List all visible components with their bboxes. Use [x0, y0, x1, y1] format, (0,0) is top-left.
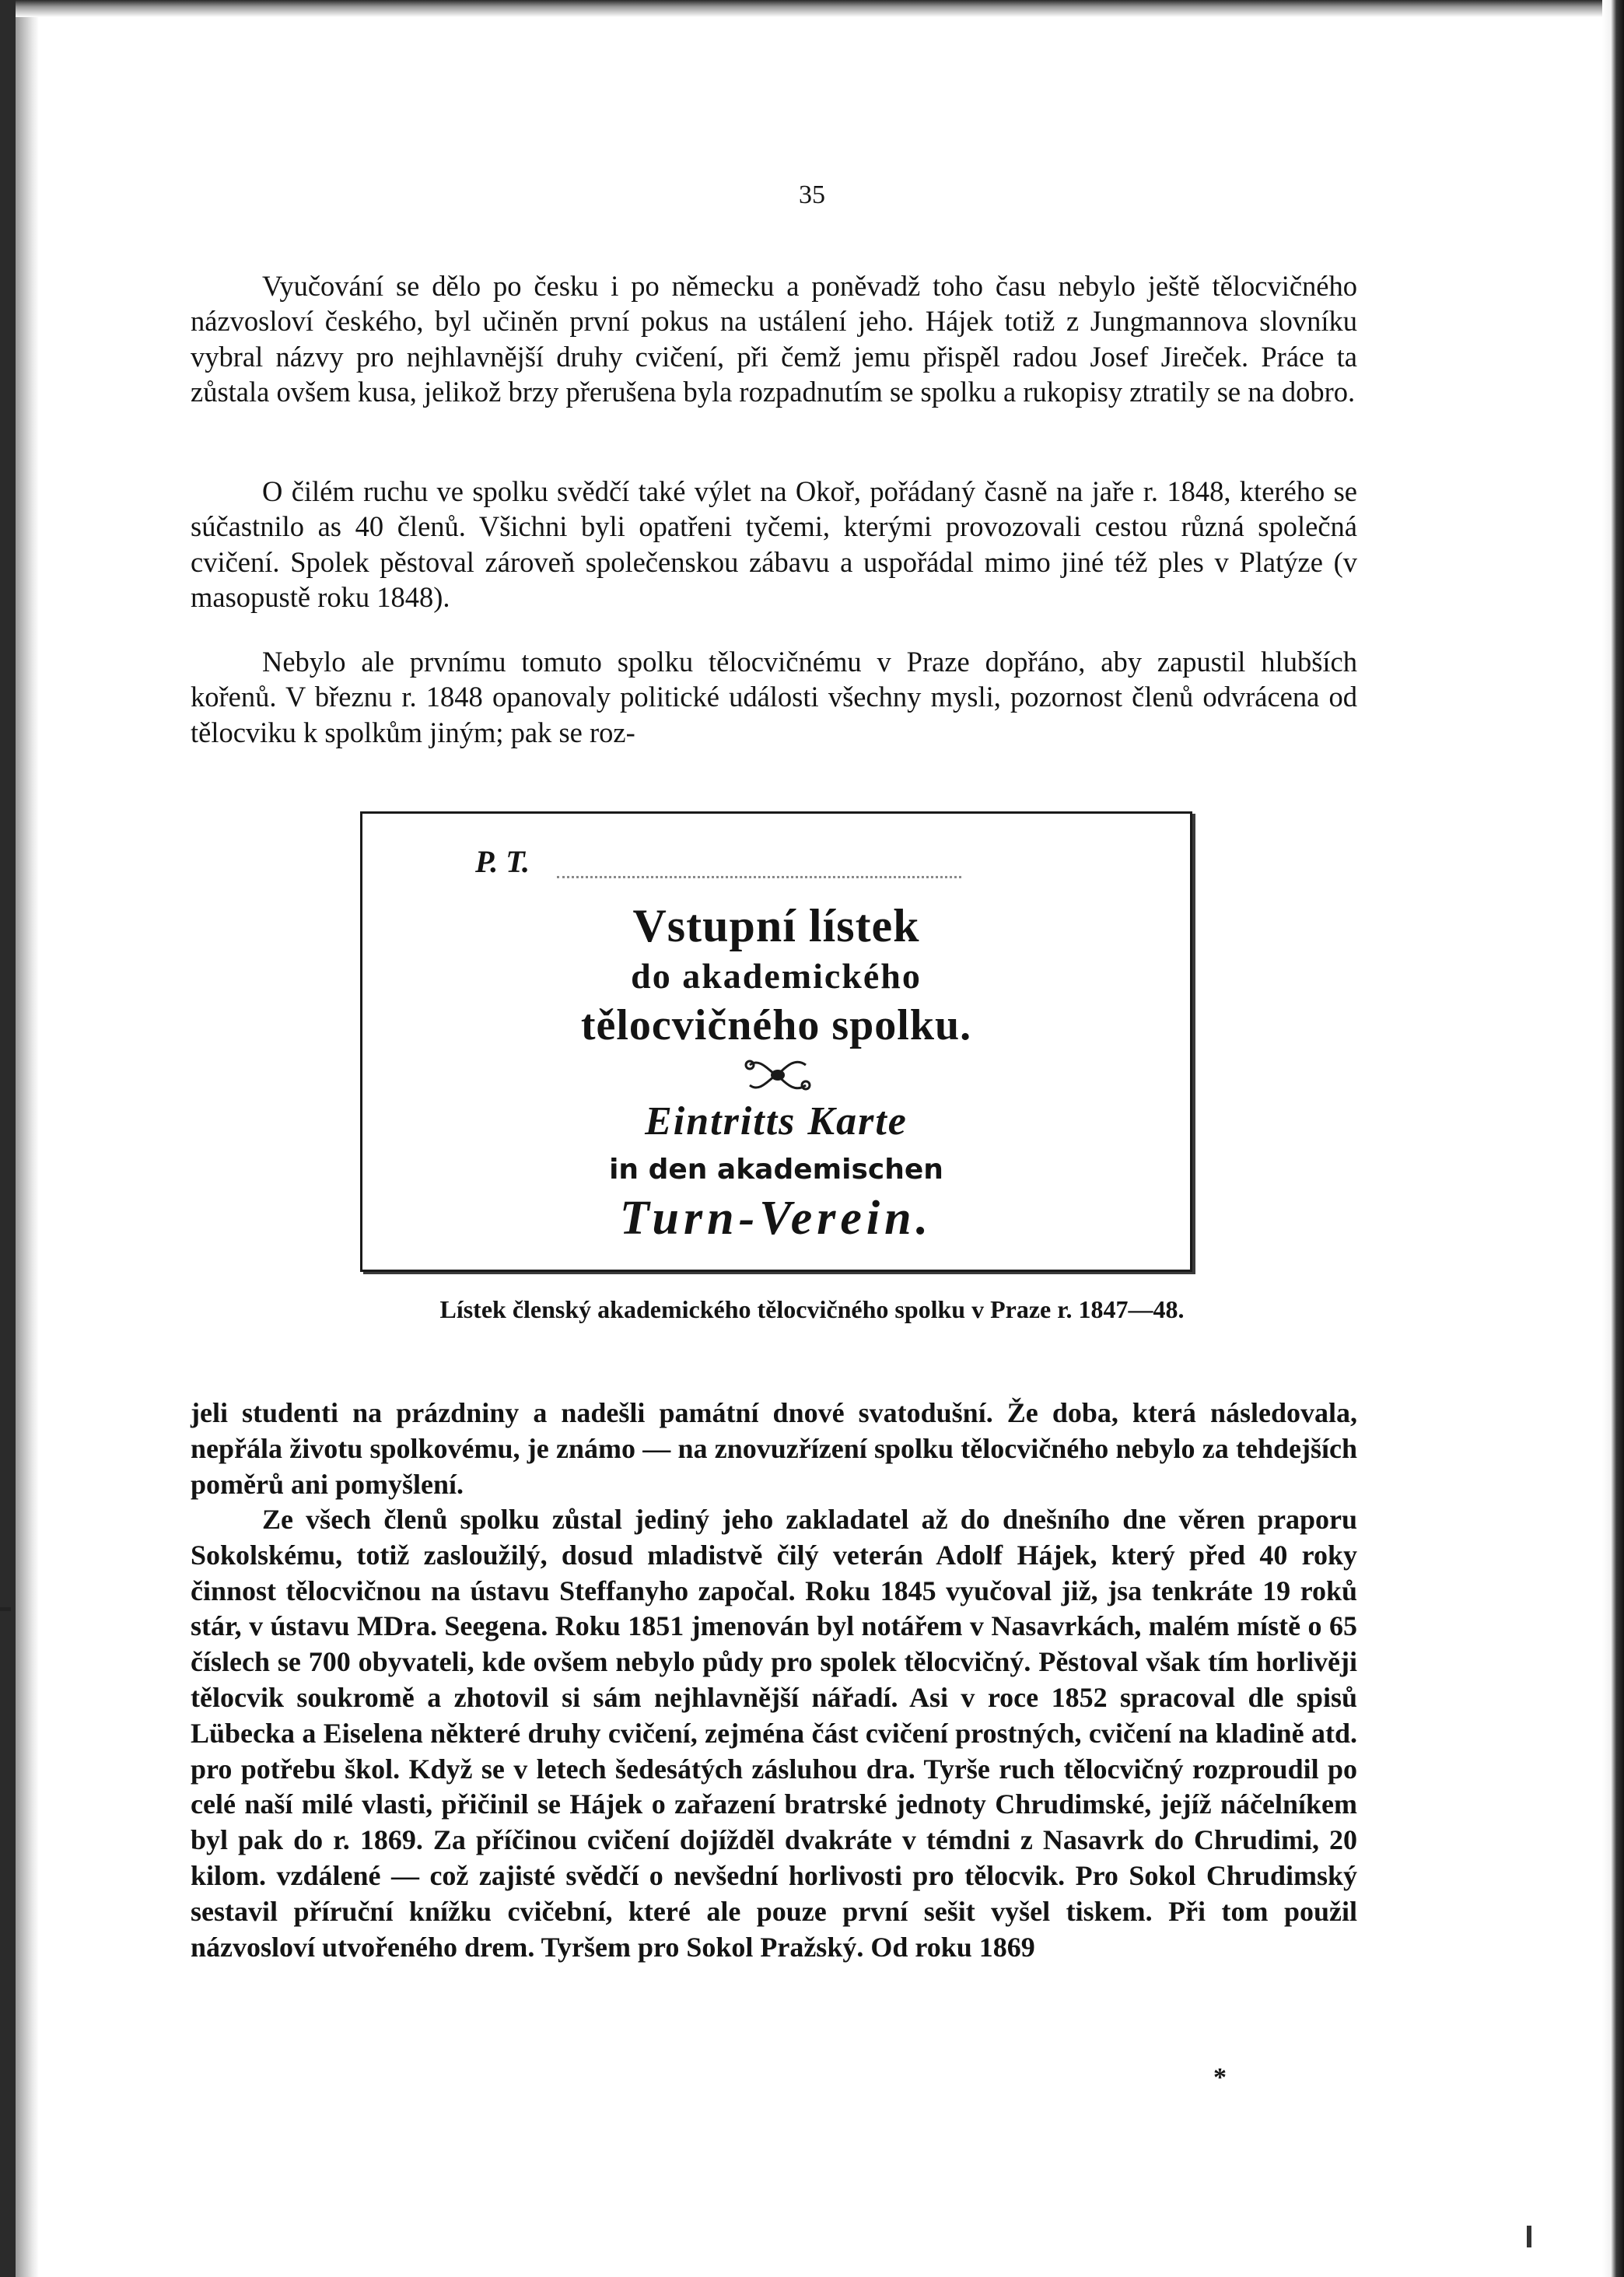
ticket-subtitle: do akademického [631, 956, 922, 996]
ticket-german-society: Turn-Verein. [619, 1192, 933, 1245]
corner-mark [1527, 2226, 1531, 2247]
paragraph-adolf-hajek: Ze všech členů spolku zůstal jediný jeho zakladatel až do dnešního dne věren praporu Sokolskému, totiž zasloužilý, dosud mladistvě čilý veterán Adolf Hájek, který před 40 roky činnost tělocvičnou na ústavu Steffanyho započal. Roku 1845 vyučoval již, jsa tenkráte 19 roků stár, v ústavu MDra. Seegena. Roku 1851 jmenován byl notářem v Nasavrkách, malém místě o 65 číslech se 700 obyvateli, kde ovšem nebylo půdy pro spolek tělocvičný. Pěstoval však tím horlivěji tělocvik soukromě a zhotovil si sám nejhlavnější nářadí. Asi v roce 1852 spracoval dle spisů Lübecka a Eiselena některé druhy cvičení, zejména část cvičení prostných, cvičení na kladině atd. pro potřebu škol. Když se v letech šedesátých zásluhou dra. Tyrše ruch tělocvičný rozproudil po celé naší milé vlasti, přičinil se Hájek o zařazení bratrské jednoty Chrudimské, jejíž náčelníkem byl pak do r. 1869. Za příčinou cvičení dojížděl dvakráte v témdni z Nasavrk do Chrudimi, 20 kilom. vzdálené — což zajisté svědčí o nevšední horlivosti pro tělocvik. Pro Sokol Chrudimský sestavil příruční knížku cvičební, které ale pouze první sešit vyšel tiskem. Při tom použil názvosloví utvořeného drem. Tyršem pro Sokol Pražský. Od roku 1869 [191, 1504, 1357, 1963]
book-gutter-shade [16, 0, 39, 2277]
ticket-salutation: P. T. [475, 844, 530, 879]
ticket-german-title: Eintritts Karte [645, 1099, 908, 1144]
paragraph-spolek-end: Nebylo ale prvnímu tomuto spolku tělocvičnému v Praze dopřáno, aby zapustil hlubších kořenů. V březnu r. 1848 opanovaly politické události všechny mysli, pozornost členů odvrácena od tělocviku k spolkům jiným; pak se roz- [191, 646, 1357, 748]
page-number: 35 [799, 180, 825, 209]
page-right-edge [1602, 0, 1624, 2277]
membership-ticket-figure [360, 811, 1192, 1272]
ticket-german-subtitle: in den akademischen [609, 1154, 943, 1186]
figure-caption: Lístek členský akademického tělocvičného spolku v Praze r. 1847—48. [439, 1295, 1185, 1323]
ticket-title: Vstupní lístek [632, 900, 920, 951]
book-binding-shadow [0, 0, 16, 2277]
paragraph-okor-trip: O čilém ruchu ve spolku svědčí také výlet na Okoř, pořádaný časně na jaře r. 1848, kterého se súčastnilo as 40 členů. Všichni byli opatřeni tyčemi, kterými provozovali cestou různá společná cvičení. Spolek pěstoval zároveň společenskou zábavu a uspořádal mimo jiné též ples v Platýze (v masopustě roku 1848). [191, 475, 1357, 614]
ticket-society-name: tělocvičného spolku. [580, 1001, 972, 1049]
signature-mark: * [1213, 2063, 1227, 2092]
ticket-name-dotted-line [557, 876, 961, 878]
page-top-edge [16, 0, 1602, 17]
margin-mark [0, 1607, 11, 1611]
ornament-icon [742, 1054, 814, 1095]
paragraph-teaching-language: Vyučování se dělo po česku i po německu a poněvadž toho času nebylo ještě tělocvičného názvosloví českého, byl učiněn první pokus na ustálení jeho. Hájek totiž z Jungmannova slovníku vybral názvy pro nejhlavnější druhy cvičení, při čemž jemu přispěl radou Josef Jireček. Práce ta zůstala ovšem kusa, jelikož brzy přerušena byla rozpadnutím se spolku a rukopisy ztratily se na dobro. [191, 270, 1357, 408]
paragraph-students-holidays: jeli studenti na prázdniny a nadešli památní dnové svatodušní. Že doba, která následovala, nepřála životu spolkovému, je známo — na znovuzřízení spolku tělocvičného nebylo za tehdejších poměrů ani pomyšlení. [191, 1397, 1357, 1500]
